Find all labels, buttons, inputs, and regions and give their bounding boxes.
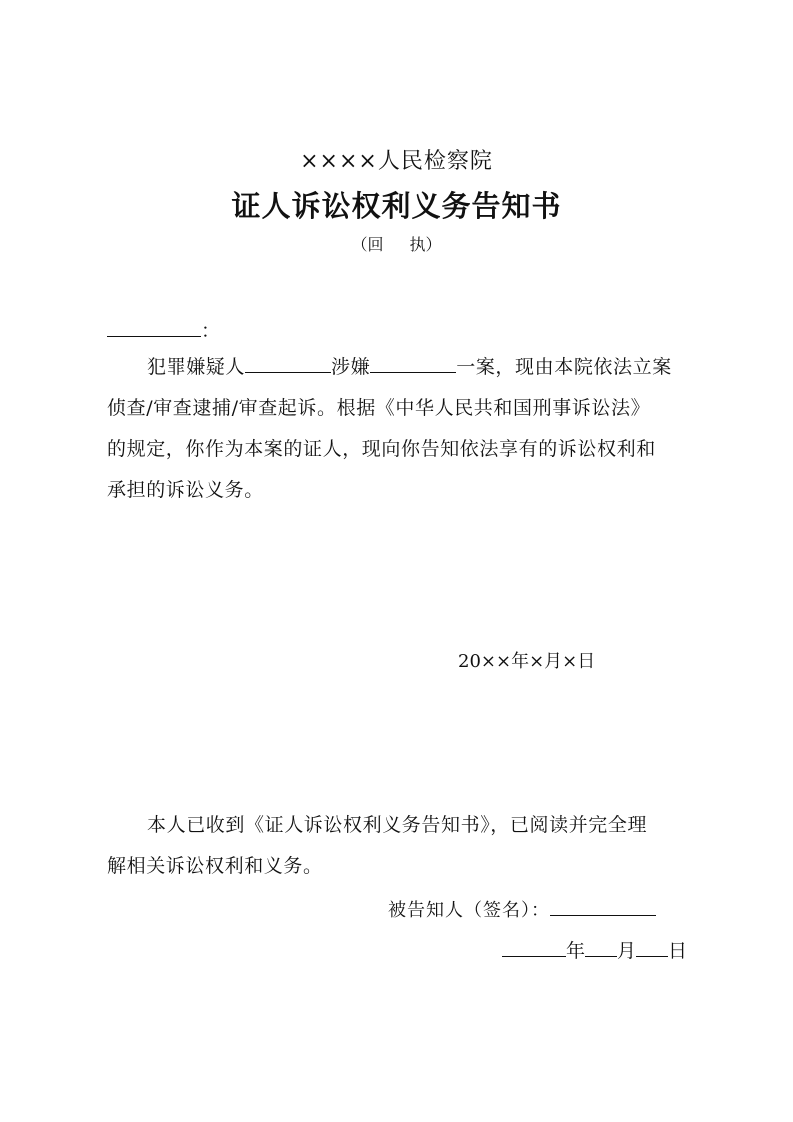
year-blank[interactable] <box>502 936 566 957</box>
signature-line <box>388 895 656 922</box>
month-label: 月 <box>617 940 637 962</box>
subtitle-close: 执） <box>409 235 442 254</box>
month-blank[interactable] <box>585 936 617 957</box>
notice-line-4: 承担的诉讼义务。 <box>107 479 264 501</box>
receipt-line-1-text: 本人已收到《证人诉讼权利义务告知书》，已阅读并完全理 <box>147 814 648 836</box>
signature-blank[interactable] <box>550 895 656 916</box>
year-label: 年 <box>566 940 586 962</box>
receipt-line-1 <box>107 805 697 846</box>
charge-blank[interactable] <box>370 352 456 373</box>
document-title: 证人诉讼权利义务告知书 <box>231 189 562 223</box>
signature-label: 被告知人（签名）： <box>388 900 550 921</box>
day-label: 日 <box>668 940 688 962</box>
suspect-name-blank[interactable] <box>245 352 331 373</box>
notice-line-1 <box>107 347 697 388</box>
addressee-line <box>107 316 220 343</box>
document-subtitle <box>0 232 793 255</box>
addressee-colon: ： <box>201 320 221 342</box>
day-blank[interactable] <box>636 936 668 957</box>
notice-line-3: 的规定，你作为本案的证人，现向你告知依法享有的诉讼权利和 <box>107 438 656 460</box>
notice-line-1-tail: 一案，现由本院依法立案 <box>456 356 672 378</box>
addressee-blank[interactable] <box>107 316 201 337</box>
notice-paragraph <box>107 347 697 511</box>
notice-line-2: 侦查/审查逮捕/审查起诉。根据《中华人民共和国刑事诉讼法》 <box>107 397 651 419</box>
receipt-line-2: 解相关诉讼权利和义务。 <box>107 855 323 877</box>
receipt-paragraph <box>107 805 697 887</box>
procuratorate-name: ××××人民检察院 <box>300 149 493 174</box>
signing-date-line <box>502 936 687 963</box>
issue-date: 20××年×月×日 <box>458 651 596 672</box>
subtitle-open: （回 <box>351 235 384 254</box>
suspect-label: 犯罪嫌疑人 <box>147 356 246 378</box>
charge-label: 涉嫌 <box>331 356 371 378</box>
